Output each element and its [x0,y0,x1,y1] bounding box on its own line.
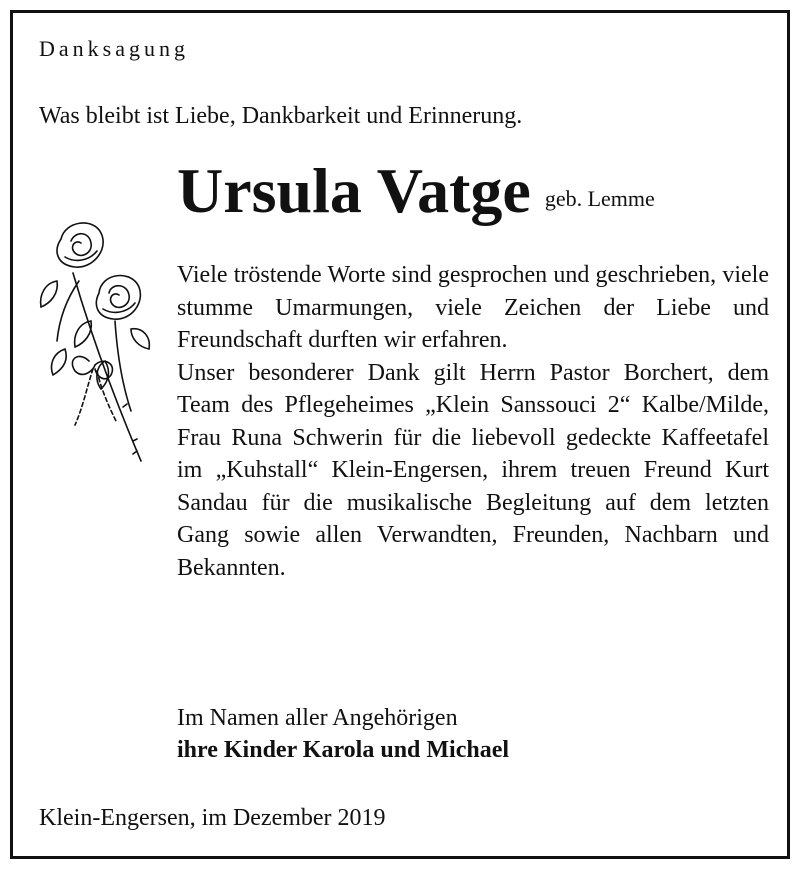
body-text [177,259,769,584]
name-row [177,151,655,231]
obituary-notice [10,10,790,859]
maiden-name: geb. Lemme [544,186,655,211]
signature-intro: Im Namen aller Angehörigen [177,705,458,731]
paragraph-thanks-details: Unser besonderer Dank gilt Herrn Pastor Borchert, dem Team des Pflegeheimes „Klein Sanssouci 2“ Kalbe/Milde, Frau Runa Schwerin für die liebevoll gedeckte Kaffeetafel im „Kuhstall“ Klein-Engersen, ihrem treuen Freund Kurt Sandau für die musikalische Begleitung auf dem letzten Gang sowie allen Verwandten, Freunden, Nachbarn und Bekannten. [177,359,769,581]
signature-names: ihre Kinder Karola und Michael [177,737,510,763]
place-date: Klein-Engersen, im Dezember 2019 [39,805,386,831]
paragraph-thanks-intro: Viele tröstende Worte sind gesprochen und geschrieben, viele stumme Umarmungen, viele Zeichen der Liebe und Freundschaft durften wir erfahren. [177,262,769,353]
motto-line: Was bleibt ist Liebe, Dankbarkeit und Erinnerung. [39,103,523,129]
roses-icon [35,211,155,471]
deceased-name: Ursula Vatge [177,155,531,226]
notice-heading: Danksagung [39,36,189,61]
